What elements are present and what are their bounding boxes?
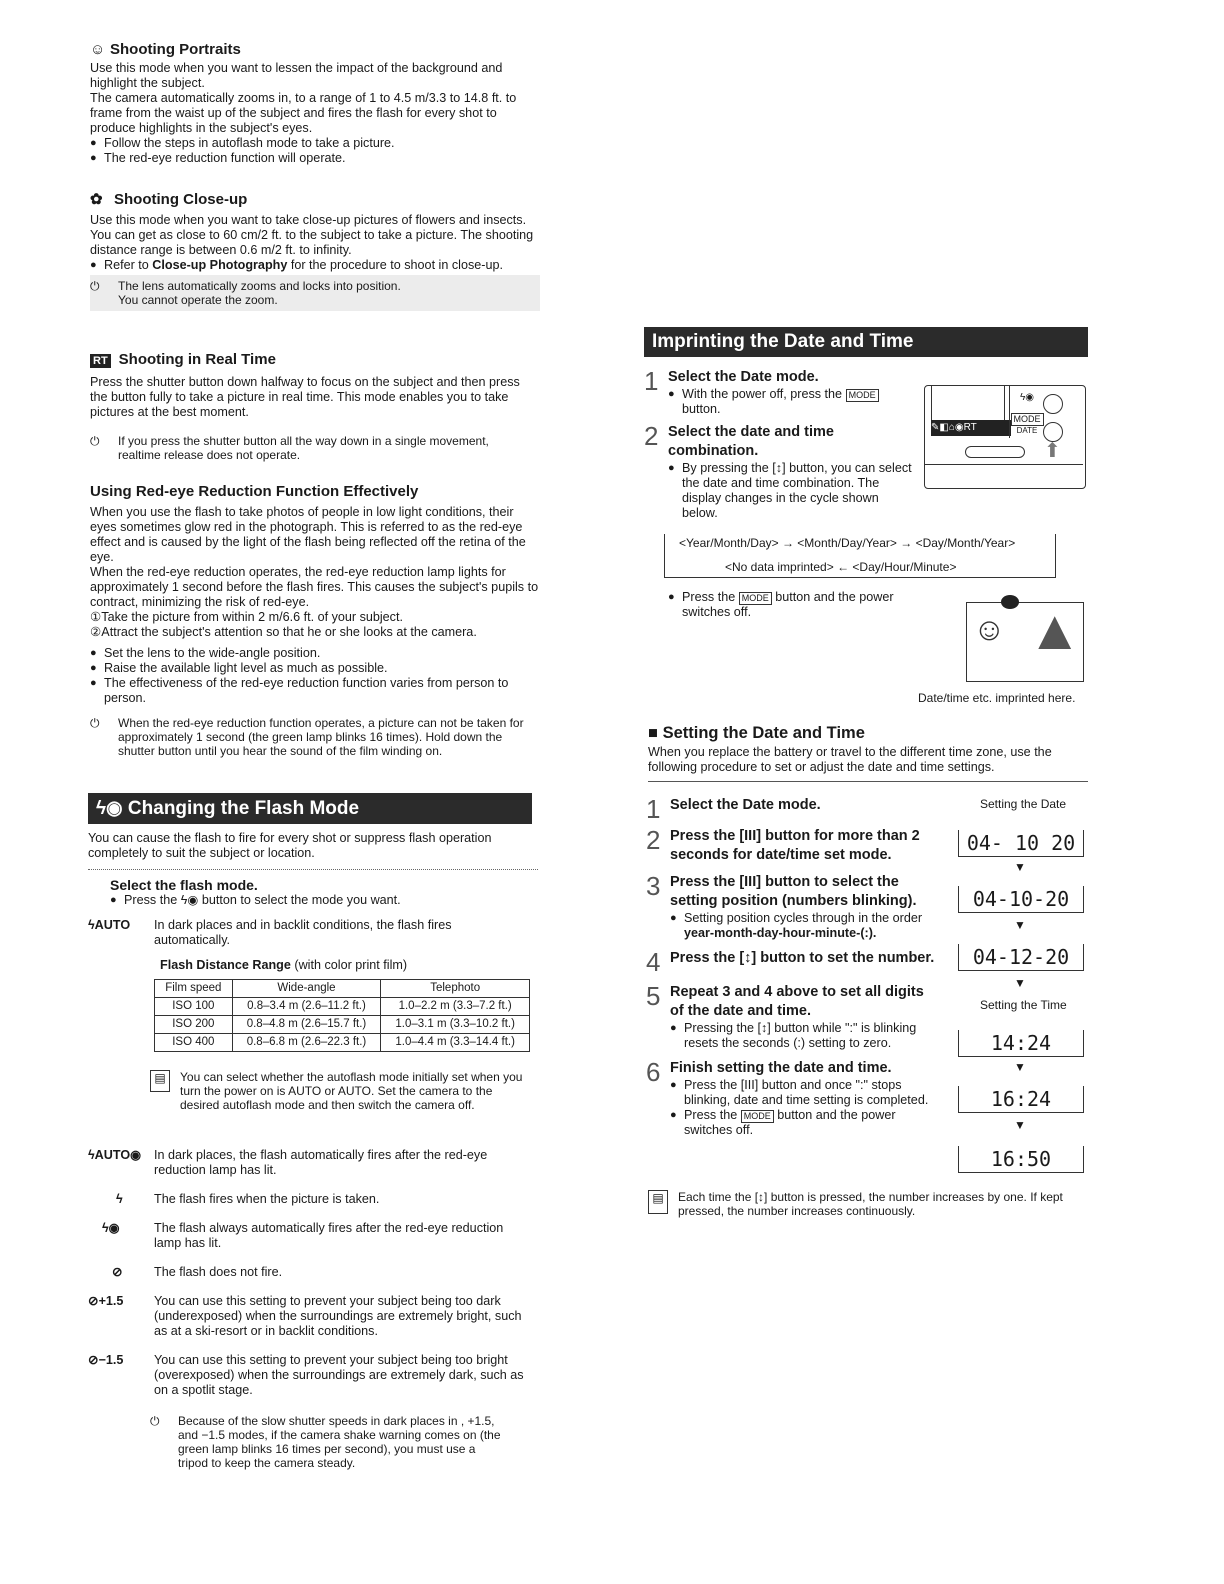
caution-icon: ⏻ [90, 434, 100, 448]
closeup-note: ⏻ The lens automatically zooms and locks into position. You cannot operate the zoom. [90, 275, 540, 311]
table-header-row: Film speed Wide-angle Telephoto [155, 980, 530, 998]
mode-icons-strip: ✎◧⌂◉RT [931, 420, 1011, 436]
setting-step-4: 4 Press the [↕] button to set the number. [646, 947, 935, 977]
portraits-section [90, 42, 540, 166]
caution-icon: ⏻ [90, 279, 100, 293]
square-bullet-icon: ■ [648, 724, 663, 742]
lcd-date-display: 04-10-20 [958, 886, 1084, 913]
flash-mode-off-plus: ⊘+1.5 You can use this setting to prevent your subject being too dark (underexposed) when the surroundings are extremely bright, such as at a ski-resort or in backlit conditions. [88, 1294, 522, 1338]
flash-icon: ϟ [88, 1148, 95, 1162]
flash-mode-off: ⊘ The flash does not fire. [112, 1265, 283, 1279]
portraits-text-1: Use this mode when you want to lessen the impact of the background and highlight the subject. [90, 61, 503, 90]
flash-range-table [154, 979, 530, 1052]
mode-date-button: MODE DATE [1010, 413, 1044, 435]
arrow-down-icon: ▼ [1014, 918, 1026, 932]
realtime-title: Shooting in Real Time [118, 351, 276, 368]
table-row: ISO 200 0.8–4.8 m (2.6–15.7 ft.) 1.0–3.1 m (3.3–10.2 ft.) [155, 1016, 530, 1034]
closeup-bullet-1: ● Refer to Close-up Photography for the procedure to shoot in close-up. [90, 258, 540, 273]
christmas-tree-icon: ▲ [1027, 598, 1083, 661]
increase-memo: ▤ Each time the [↕] button is pressed, the number increases by one. If kept pressed, the number increases continuously. [648, 1190, 1088, 1218]
mode-button-icon: MODE [741, 1110, 774, 1123]
lcd-time-display: 16:50 [958, 1146, 1084, 1173]
range-title: Flash Distance Range [160, 958, 291, 972]
imprint-band: Imprinting the Date and Time [644, 327, 1088, 357]
autoflash-memo: ▤ You can select whether the autoflash mode initially set when you turn the power on is AUTO or AUTO. Set the camera to the desired autoflash mode and then switch the camera off. [150, 1070, 538, 1112]
mode-button-icon: MODE [846, 389, 879, 402]
redeye-section [90, 484, 540, 758]
closeup-section [90, 192, 540, 311]
flash-button-icon: ϟ◉ [180, 893, 199, 907]
portraits-text-2: The camera automatically zooms in, to a range of 1 to 4.5 m/3.3 to 14.8 ft. to frame from the waist up of the subject and fires the flash for every shot to produce highlights in the subject's eyes. [90, 91, 517, 135]
arrow-down-icon: ▼ [1014, 976, 1026, 990]
setting-date-label: Setting the Date [980, 797, 1067, 811]
closeup-title: Shooting Close-up [114, 191, 248, 208]
select-flash-bullet: ● Press the ϟ◉ button to select the mode you want. [110, 893, 538, 908]
setting-section: ■ Setting the Date and Time When you replace the battery or travel to the different time zone, use the following procedure to set or adjust the date and time settings. [648, 726, 1088, 782]
flash-button-icon: ϟ◉ [1019, 392, 1035, 403]
closeup-text-2: You can get as close to 60 cm/2 ft. to the subject to take a picture. The shooting distance range is between 0.6 m/2 ft. to infinity. [90, 228, 534, 257]
flash-redeye-icon: ϟ◉ [96, 798, 128, 819]
closeup-text-1: Use this mode when you want to take close-up pictures of flowers and insects. [90, 213, 527, 227]
flash-off-icon: ⊘ [88, 1353, 99, 1367]
setting-step-5: 5 Repeat 3 and 4 above to set all digits of the date and time. ● Pressing the [↕] button while ":" is blinking resets the seconds (:) setting to zero. [646, 983, 936, 1051]
portrait-icon: ☺ [90, 41, 106, 58]
arrow-down-icon: ▼ [1014, 860, 1026, 874]
flash-mode-fill: ϟ The flash fires when the picture is taken. [116, 1192, 380, 1206]
arrow-down-icon: ▼ [1014, 1060, 1026, 1074]
flash-icon: ϟ [88, 918, 95, 932]
redeye-note: ⏻ When the red-eye reduction function operates, a picture can not be taken for approximately 1 second (the green lamp blinks 16 times). Hold down the shutter button until you hear the sound of the film winding on. [90, 716, 524, 758]
select-flash-title: Select the flash mode. [110, 877, 258, 893]
sample-photo-illustration [966, 598, 1084, 682]
lcd-time-display: 16:24 [958, 1086, 1084, 1113]
realtime-section [90, 352, 540, 462]
flash-mode-band: ϟ◉ Changing the Flash Mode [88, 793, 532, 824]
flash-mode-list [88, 1148, 538, 1470]
arrow-down-icon: ▼ [1014, 1118, 1026, 1132]
flash-off-icon: ⊘ [88, 1294, 99, 1308]
imprint-caption: Date/time etc. imprinted here. [918, 691, 1076, 705]
children-figures-icon: ☺ [973, 611, 1006, 647]
flash-section: You can cause the flash to fire for every shot or suppress flash operation completely to suit the subject or location. Select the flash mode. ● Press the ϟ◉ button to select the mode you want. ϟAUTO In dark places and in backlit conditions, the flash fires automatically. Flash Distance Range (with color print film) Film speed Wide-angle Telephoto ISO 100 0.8–3.4 m (2.6–11.2 ft.) 1.0–2.2 m (3.3–7.2 ft.) ISO 200 0.8–4.8 m (2.6–15.7 ft.) 1.0–3.1 m (3.3–10.2 ft.) ISO 400 0.8–6.8 m (2.6–22.3 ft.) 1.0–4.4 m (3.3–14.4 ft.) ▤ You can select whether the autoflash mode initially set when you turn the power on is AUTO or AUTO. Set the camera to the desired autoflash mode and then switch the camera off. [88, 831, 538, 1112]
slow-shutter-note: ⏻ Because of the slow shutter speeds in dark places in , +1.5, and −1.5 modes, if the camera shake warning comes on (the green lamp blinks 16 times per second), you must use a tripod to keep the camera steady. [150, 1414, 501, 1470]
caution-icon: ⏻ [150, 1414, 160, 1428]
setting-step-1: 1 Select the Date mode. [646, 794, 821, 824]
setting-step-3: 3 Press the [III] button to select the setting position (numbers blinking). ● Setting position cycles through in the order year-month-day-hour-minute-(:). [646, 873, 936, 941]
lcd-date-display: 04- 10 20 [958, 830, 1084, 857]
redeye-bullet-1: ● Set the lens to the wide-angle position. [90, 646, 540, 661]
redeye-step-2: ②Attract the subject's attention so that he or she looks at the camera. [90, 625, 477, 639]
memo-icon: ▤ [150, 1070, 170, 1092]
realtime-text: Press the shutter button down halfway to focus on the subject and then press the button fully to take a picture in real time. This mode enables you to take pictures at the best moment. [90, 375, 520, 419]
rt-badge-icon: RT [90, 354, 111, 368]
caution-icon: ⏻ [90, 716, 100, 730]
flash-mode-off-minus: ⊘−1.5 You can use this setting to prevent your subject being too bright (overexposed) when the surroundings are extremely dark, such as on a spotlit stage. [88, 1353, 524, 1397]
zoom-switch [965, 446, 1025, 458]
imprint-steps [644, 368, 914, 521]
setting-steps [646, 796, 936, 1138]
redeye-bullet-2: ● Raise the available light level as much as possible. [90, 661, 540, 676]
imprint-step-1: 1 Select the Date mode. ● With the power off, press the MODE button. [644, 368, 914, 417]
flower-icon: ✿ [90, 191, 103, 208]
mode-button-icon: MODE [739, 592, 772, 605]
table-row: ISO 400 0.8–6.8 m (2.6–22.3 ft.) 1.0–4.4 m (3.3–14.4 ft.) [155, 1034, 530, 1052]
portraits-bullet-1: ● Follow the steps in autoflash mode to take a picture. [90, 136, 540, 151]
flash-mode-auto-redeye: ϟAUTO◉ In dark places, the flash automatically fires after the red-eye reduction lamp has lit. [88, 1148, 488, 1177]
setting-intro: When you replace the battery or travel to the different time zone, use the following procedure to set or adjust the date and time settings. [648, 745, 1088, 782]
memo-icon: ▤ [648, 1190, 668, 1214]
table-row: ISO 100 0.8–3.4 m (2.6–11.2 ft.) 1.0–2.2 m (3.3–7.2 ft.) [155, 998, 530, 1016]
realtime-note: ⏻ If you press the shutter button all the way down in a single movement, realtime release does not operate. [90, 434, 489, 462]
portraits-bullet-2: ● The red-eye reduction function will operate. [90, 151, 540, 166]
arrow-up-icon: ⬆ [1044, 440, 1061, 462]
date-format-cycle: <Year/Month/Day> → <Month/Day/Year> → <Day/Month/Year> <No data imprinted> ← <Day/Hour/Minute> [664, 534, 1056, 578]
flash-icon: ϟ [102, 1221, 109, 1235]
setting-time-label: Setting the Time [980, 998, 1067, 1012]
redeye-text-1: When you use the flash to take photos of people in low light conditions, their eyes sometimes glow red in the photograph. This is referred to as the red-eye effect and is caused by the light of the flash being reflected off the retina of the eye. [90, 505, 526, 564]
flash-off-icon: ⊘ [112, 1265, 123, 1279]
setting-step-2: 2 Press the [III] button for more than 2 seconds for date/time set mode. [646, 825, 920, 863]
lcd-time-display: 14:24 [958, 1030, 1084, 1057]
imprint-step-3: ● Press the MODE button and the power switches off. [668, 590, 918, 620]
portraits-title: Shooting Portraits [110, 41, 241, 58]
redeye-bullet-3: ● The effectiveness of the red-eye reduction function varies from person to person. [90, 676, 540, 706]
lcd-date-display: 04-12-20 [958, 944, 1084, 971]
imprint-step-2: 2 Select the date and time combination. ● By pressing the [↕] button, you can select the date and time combination. The display changes in the cycle shown below. [644, 423, 914, 521]
flash-mode-auto: ϟAUTO In dark places and in backlit conditions, the flash fires automatically. [88, 918, 452, 947]
setting-step-6: 6 Finish setting the date and time. ● Press the [III] button and once ":" stops blinking, date and time setting is completed. ● Press the MODE button and the power switches off. [646, 1059, 936, 1138]
redeye-text-2: When the red-eye reduction operates, the red-eye reduction lamp lights for approximately 1 second before the flash fires. This causes the subject's pupils to contract, minimizing the risk of red-eye. [90, 565, 539, 609]
flash-icon: ϟ [116, 1192, 123, 1206]
flash-intro: You can cause the flash to fire for every shot or suppress flash operation completely to suit the subject or location. [88, 831, 538, 870]
camera-top-illustration [924, 385, 1086, 489]
flash-mode-redeye: ϟ◉ The flash always automatically fires after the red-eye reduction lamp has lit. [102, 1221, 504, 1250]
redeye-step-1: ①Take the picture from within 2 m/6.6 ft. of your subject. [90, 610, 403, 624]
redeye-title: Using Red-eye Reduction Function Effectively [90, 483, 419, 500]
flash-button-circle [1043, 394, 1063, 414]
